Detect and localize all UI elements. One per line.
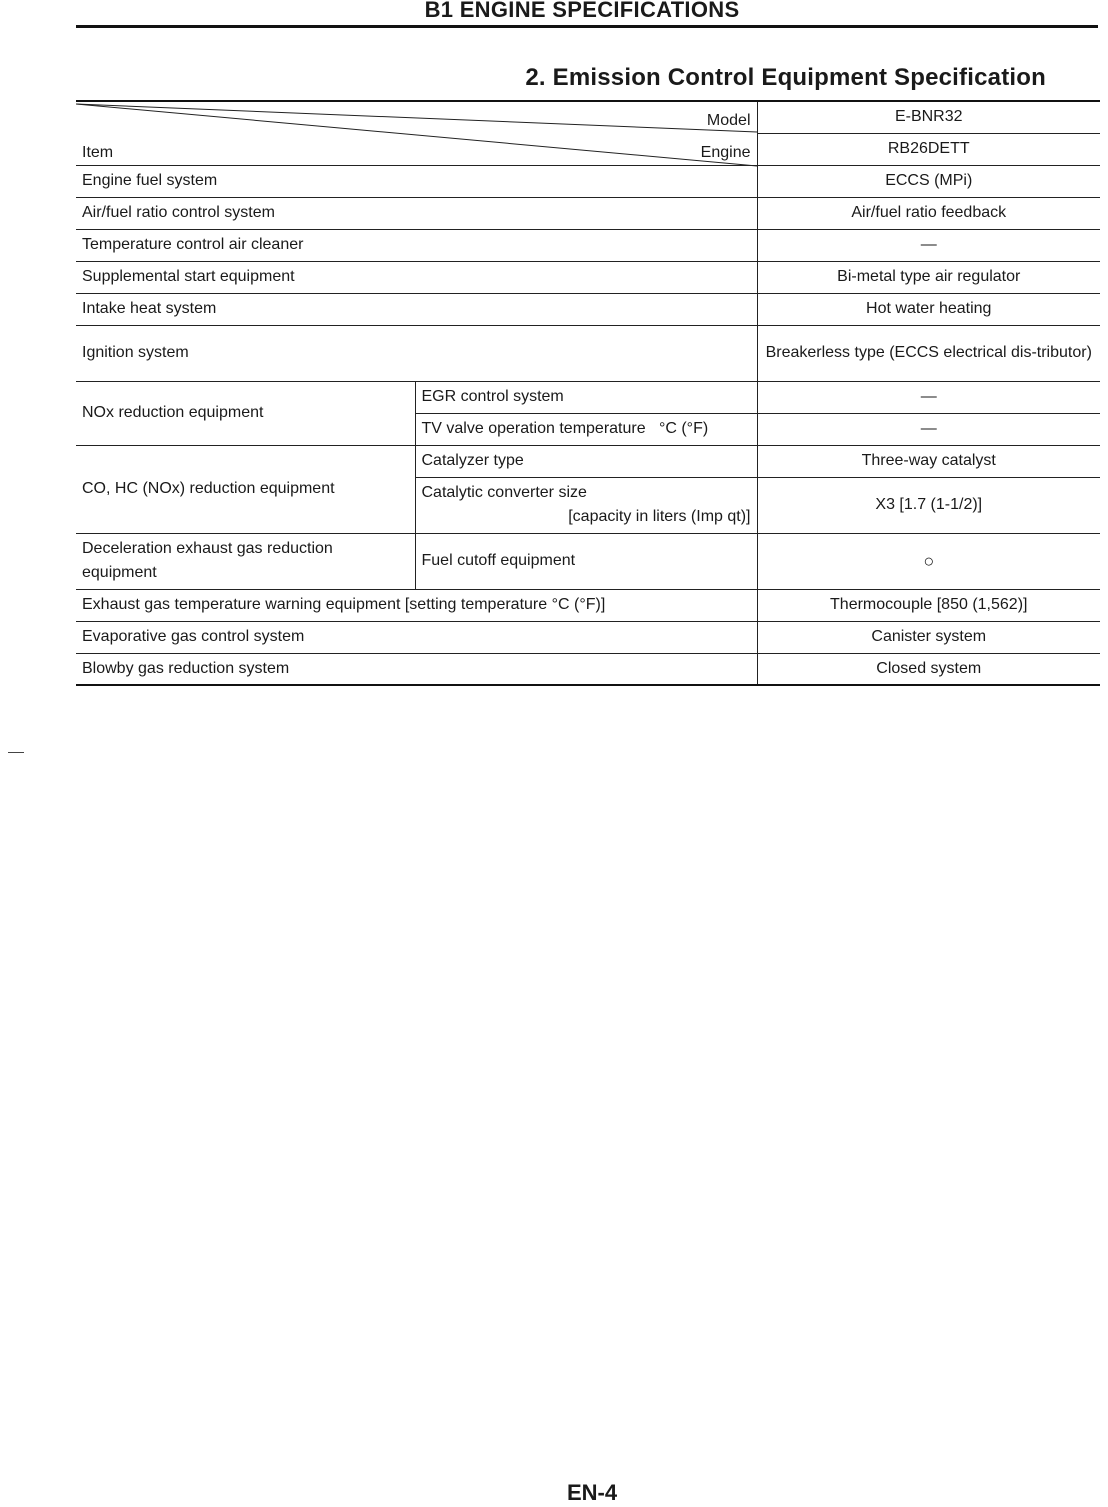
- decel-value: ○: [757, 533, 1100, 589]
- converter-size-label: Catalytic converter size: [421, 484, 587, 501]
- row-value: Canister system: [757, 621, 1100, 653]
- row-value: Breakerless type (ECCS electrical dis-tributor): [757, 325, 1100, 381]
- co-sub-catalyzer: Catalyzer type: [415, 445, 757, 477]
- table-row: [76, 261, 1100, 293]
- row-item: Supplemental start equipment: [76, 261, 757, 293]
- row-item: Engine fuel system: [76, 165, 757, 197]
- engine-value: RB26DETT: [757, 133, 1100, 165]
- model-label: Model: [706, 112, 751, 129]
- row-value: Closed system: [757, 653, 1100, 685]
- co-converter-value: X3 [1.7 (1-1/2)]: [757, 477, 1100, 533]
- nox-egr-value: —: [757, 381, 1100, 413]
- converter-capacity-label: [capacity in liters (Imp qt)]: [568, 508, 751, 525]
- row-value: ECCS (MPi): [757, 165, 1100, 197]
- page-number: EN-4: [566, 1480, 618, 1505]
- table-corner-header: [76, 101, 757, 165]
- row-value: Thermocouple [850 (1,562)]: [757, 589, 1100, 621]
- table-row: [76, 589, 1100, 621]
- nox-sub-egr: EGR control system: [415, 381, 757, 413]
- decel-item: Deceleration exhaust gas reduction equipment: [76, 533, 415, 589]
- nox-sub-tv-valve: TV valve operation temperature °C (°F): [415, 413, 757, 445]
- row-value: —: [757, 229, 1100, 261]
- model-value: E-BNR32: [757, 101, 1100, 133]
- decel-sub: Fuel cutoff equipment: [415, 533, 757, 589]
- row-item: Temperature control air cleaner: [76, 229, 757, 261]
- table-row: [76, 229, 1100, 261]
- nox-tv-value: —: [757, 413, 1100, 445]
- row-item: Air/fuel ratio control system: [76, 197, 757, 229]
- table-row: [76, 621, 1100, 653]
- row-value: Air/fuel ratio feedback: [757, 197, 1100, 229]
- row-item: Exhaust gas temperature warning equipment [setting temperature °C (°F)]: [76, 589, 757, 621]
- row-item: Evaporative gas control system: [76, 621, 757, 653]
- emission-spec-table: [76, 100, 1100, 686]
- row-value: Hot water heating: [757, 293, 1100, 325]
- nox-item: NOx reduction equipment: [76, 381, 415, 445]
- row-item: Ignition system: [76, 325, 757, 381]
- table-row: [76, 653, 1100, 685]
- row-item: Intake heat system: [76, 293, 757, 325]
- table-row: [76, 293, 1100, 325]
- item-label: Item: [82, 144, 114, 161]
- row-item: Blowby gas reduction system: [76, 653, 757, 685]
- engine-label: Engine: [700, 144, 751, 161]
- margin-mark: [8, 752, 24, 753]
- document-header-title: B1 ENGINE SPECIFICATIONS: [424, 0, 740, 22]
- table-row: [76, 533, 1100, 589]
- co-sub-converter-size: [415, 477, 757, 533]
- table-row: [76, 381, 1100, 413]
- table-row: [76, 445, 1100, 477]
- table-row: [76, 325, 1100, 381]
- table-row: [76, 165, 1100, 197]
- section-title: 2. Emission Control Equipment Specification: [525, 64, 1046, 91]
- row-value: Bi-metal type air regulator: [757, 261, 1100, 293]
- table-row: [76, 197, 1100, 229]
- diagonal-divider-lines: [76, 102, 757, 168]
- co-item: CO, HC (NOx) reduction equipment: [76, 445, 415, 533]
- header-rule: [76, 25, 1098, 28]
- co-catalyzer-value: Three-way catalyst: [757, 445, 1100, 477]
